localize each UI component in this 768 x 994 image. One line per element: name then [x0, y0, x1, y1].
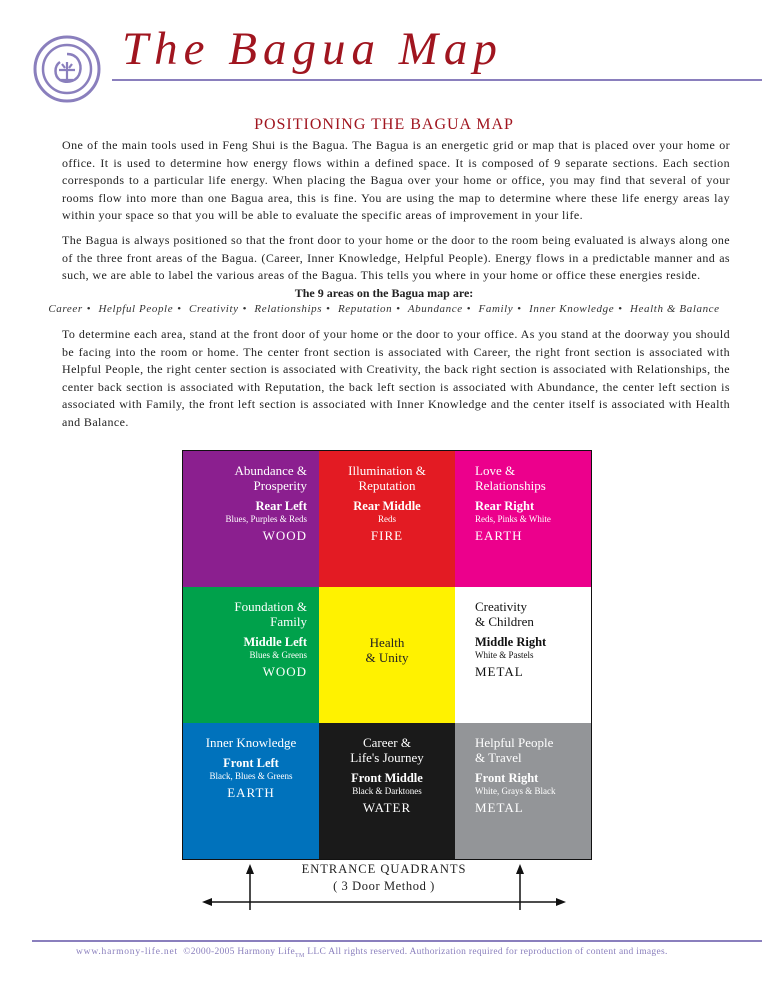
cell-name: & Children	[475, 614, 534, 629]
door-method-label: ( 3 Door Method )	[333, 879, 435, 893]
area-item: Relationships	[254, 303, 323, 315]
intro-paragraph: One of the main tools used in Feng Shui is the Bagua. The Bagua is an energetic grid or map that is placed over your home or office. It is used to determine how energy flows within a defined space. It is composed of 9 separate sections. Each section corresponds to a particular life energy. When placing the Bagua over your home or office, you may find that several of your rooms flow into more than one Bagua area, this is fine. You are using the map to determine where these life energy areas lay within your space so that you will be able to evaluate the specific areas of improvement in your life.	[62, 138, 730, 222]
areas-heading: The 9 areas on the Bagua map are:	[294, 286, 474, 300]
cell-name: Health	[369, 635, 405, 650]
bagua-cell-rear-left	[183, 451, 319, 587]
cell-name: Love &	[475, 463, 516, 478]
section-heading: POSITIONING THE BAGUA MAP	[254, 116, 514, 133]
cell-colors: Reds, Pinks & White	[475, 514, 551, 524]
cell-element: METAL	[475, 664, 524, 679]
cell-name: Foundation &	[234, 599, 307, 614]
bagua-cell-middle-right	[455, 587, 591, 723]
trademark-mark: TM	[295, 952, 305, 959]
bagua-grid	[182, 450, 592, 860]
cell-position: Middle Left	[243, 635, 307, 649]
title-divider	[112, 79, 762, 81]
cell-name: Creativity	[475, 599, 527, 614]
entrance-label: ENTRANCE QUADRANTS	[301, 862, 467, 876]
cell-name: Life's Journey	[350, 750, 424, 765]
cell-name: Family	[270, 614, 307, 629]
website-link[interactable]: www.harmony-life.net	[76, 947, 178, 957]
cell-element: WATER	[362, 800, 412, 815]
cell-name: Relationships	[475, 478, 546, 493]
area-item: Creativity	[189, 303, 239, 315]
cell-position: Front Right	[475, 771, 539, 785]
bagua-cell-rear-right	[455, 451, 591, 587]
bagua-cell-front-left	[183, 723, 319, 859]
cell-colors: Blues, Purples & Reds	[225, 514, 307, 524]
cell-position: Front Left	[223, 756, 279, 770]
area-item: Career	[48, 303, 83, 315]
page-title: The Bagua Map	[122, 23, 503, 75]
area-item: Family	[478, 303, 514, 315]
cell-colors: Black, Blues & Greens	[209, 771, 293, 781]
cell-name: Illumination &	[348, 463, 426, 478]
area-item: Helpful People	[98, 303, 174, 315]
area-item: Health & Balance	[630, 303, 720, 315]
cell-name: Inner Knowledge	[205, 735, 297, 750]
rights-text: LLC All rights reserved. Authorization required for reproduction of content and images.	[304, 947, 668, 957]
cell-element: FIRE	[370, 528, 404, 543]
bagua-cell-front-right	[455, 723, 591, 859]
cell-colors: Reds	[378, 514, 396, 524]
cell-colors: White & Pastels	[475, 650, 534, 660]
cell-name: Reputation	[358, 478, 416, 493]
footer	[76, 947, 756, 959]
cell-element: WOOD	[262, 664, 307, 679]
cell-name: Helpful People	[475, 735, 554, 750]
cell-colors: White, Grays & Black	[475, 786, 556, 796]
cell-element: EARTH	[475, 528, 523, 543]
footer-divider	[32, 940, 762, 942]
cell-position: Middle Right	[475, 635, 547, 649]
page-header	[0, 0, 768, 110]
bagua-cell-front-middle	[319, 723, 455, 859]
area-item: Reputation	[337, 303, 393, 315]
cell-name: Prosperity	[253, 478, 307, 493]
area-item: Inner Knowledge	[529, 303, 615, 315]
positioning-paragraph: The Bagua is always positioned so that the front door to your home or the door to the room being evaluated is always along one of the three front areas of the Bagua. (Career, Inner Knowledge, Helpful People). Energy flows in a predictable manner and as such, we are able to label the various areas of the Bagua. This tells you where in your home or office these energies reside.	[62, 233, 730, 282]
double-arrow-icon	[202, 898, 566, 906]
bagua-cell-rear-middle	[319, 451, 455, 587]
cell-name: Career &	[362, 735, 411, 750]
areas-paragraph: To determine each area, stand at the front door of your home or the door to your office. As you stand at the doorway you should be facing into the room or home. The center front section is associated with Career, the right front section is associated with Helpful People, the right center section is associated with Creativity, the back right section is associated with Relationships, the center back section is associated with Reputation, the back left section is associated with Abundance, the center left section is associated with Family, the front left section is associated with Inner Knowledge and the center itself is associated with Health and Balance.	[62, 327, 730, 429]
cell-element: EARTH	[227, 785, 275, 800]
cell-colors: Blues & Greens	[249, 650, 307, 660]
cell-position: Rear Left	[255, 499, 307, 513]
areas-list: Career • Helpful People • Creativity • Relationships • Reputation • Abundance • Family • Inner Knowledge • Health & Balance	[48, 303, 720, 315]
cell-position: Rear Middle	[353, 499, 421, 513]
bagua-cell-center	[319, 587, 455, 723]
area-item: Abundance	[407, 303, 463, 315]
cell-position: Front Middle	[351, 771, 423, 785]
cell-colors: Black & Darktones	[352, 786, 422, 796]
cell-name: & Travel	[475, 750, 522, 765]
spiral-seal-icon	[32, 34, 102, 104]
cell-element: METAL	[475, 800, 524, 815]
cell-element: WOOD	[262, 528, 307, 543]
cell-name: & Unity	[365, 650, 409, 665]
copyright-text: ©2000-2005 Harmony Life	[183, 947, 296, 957]
cell-name: Abundance &	[234, 463, 307, 478]
bagua-cell-middle-left	[183, 587, 319, 723]
cell-position: Rear Right	[475, 499, 535, 513]
